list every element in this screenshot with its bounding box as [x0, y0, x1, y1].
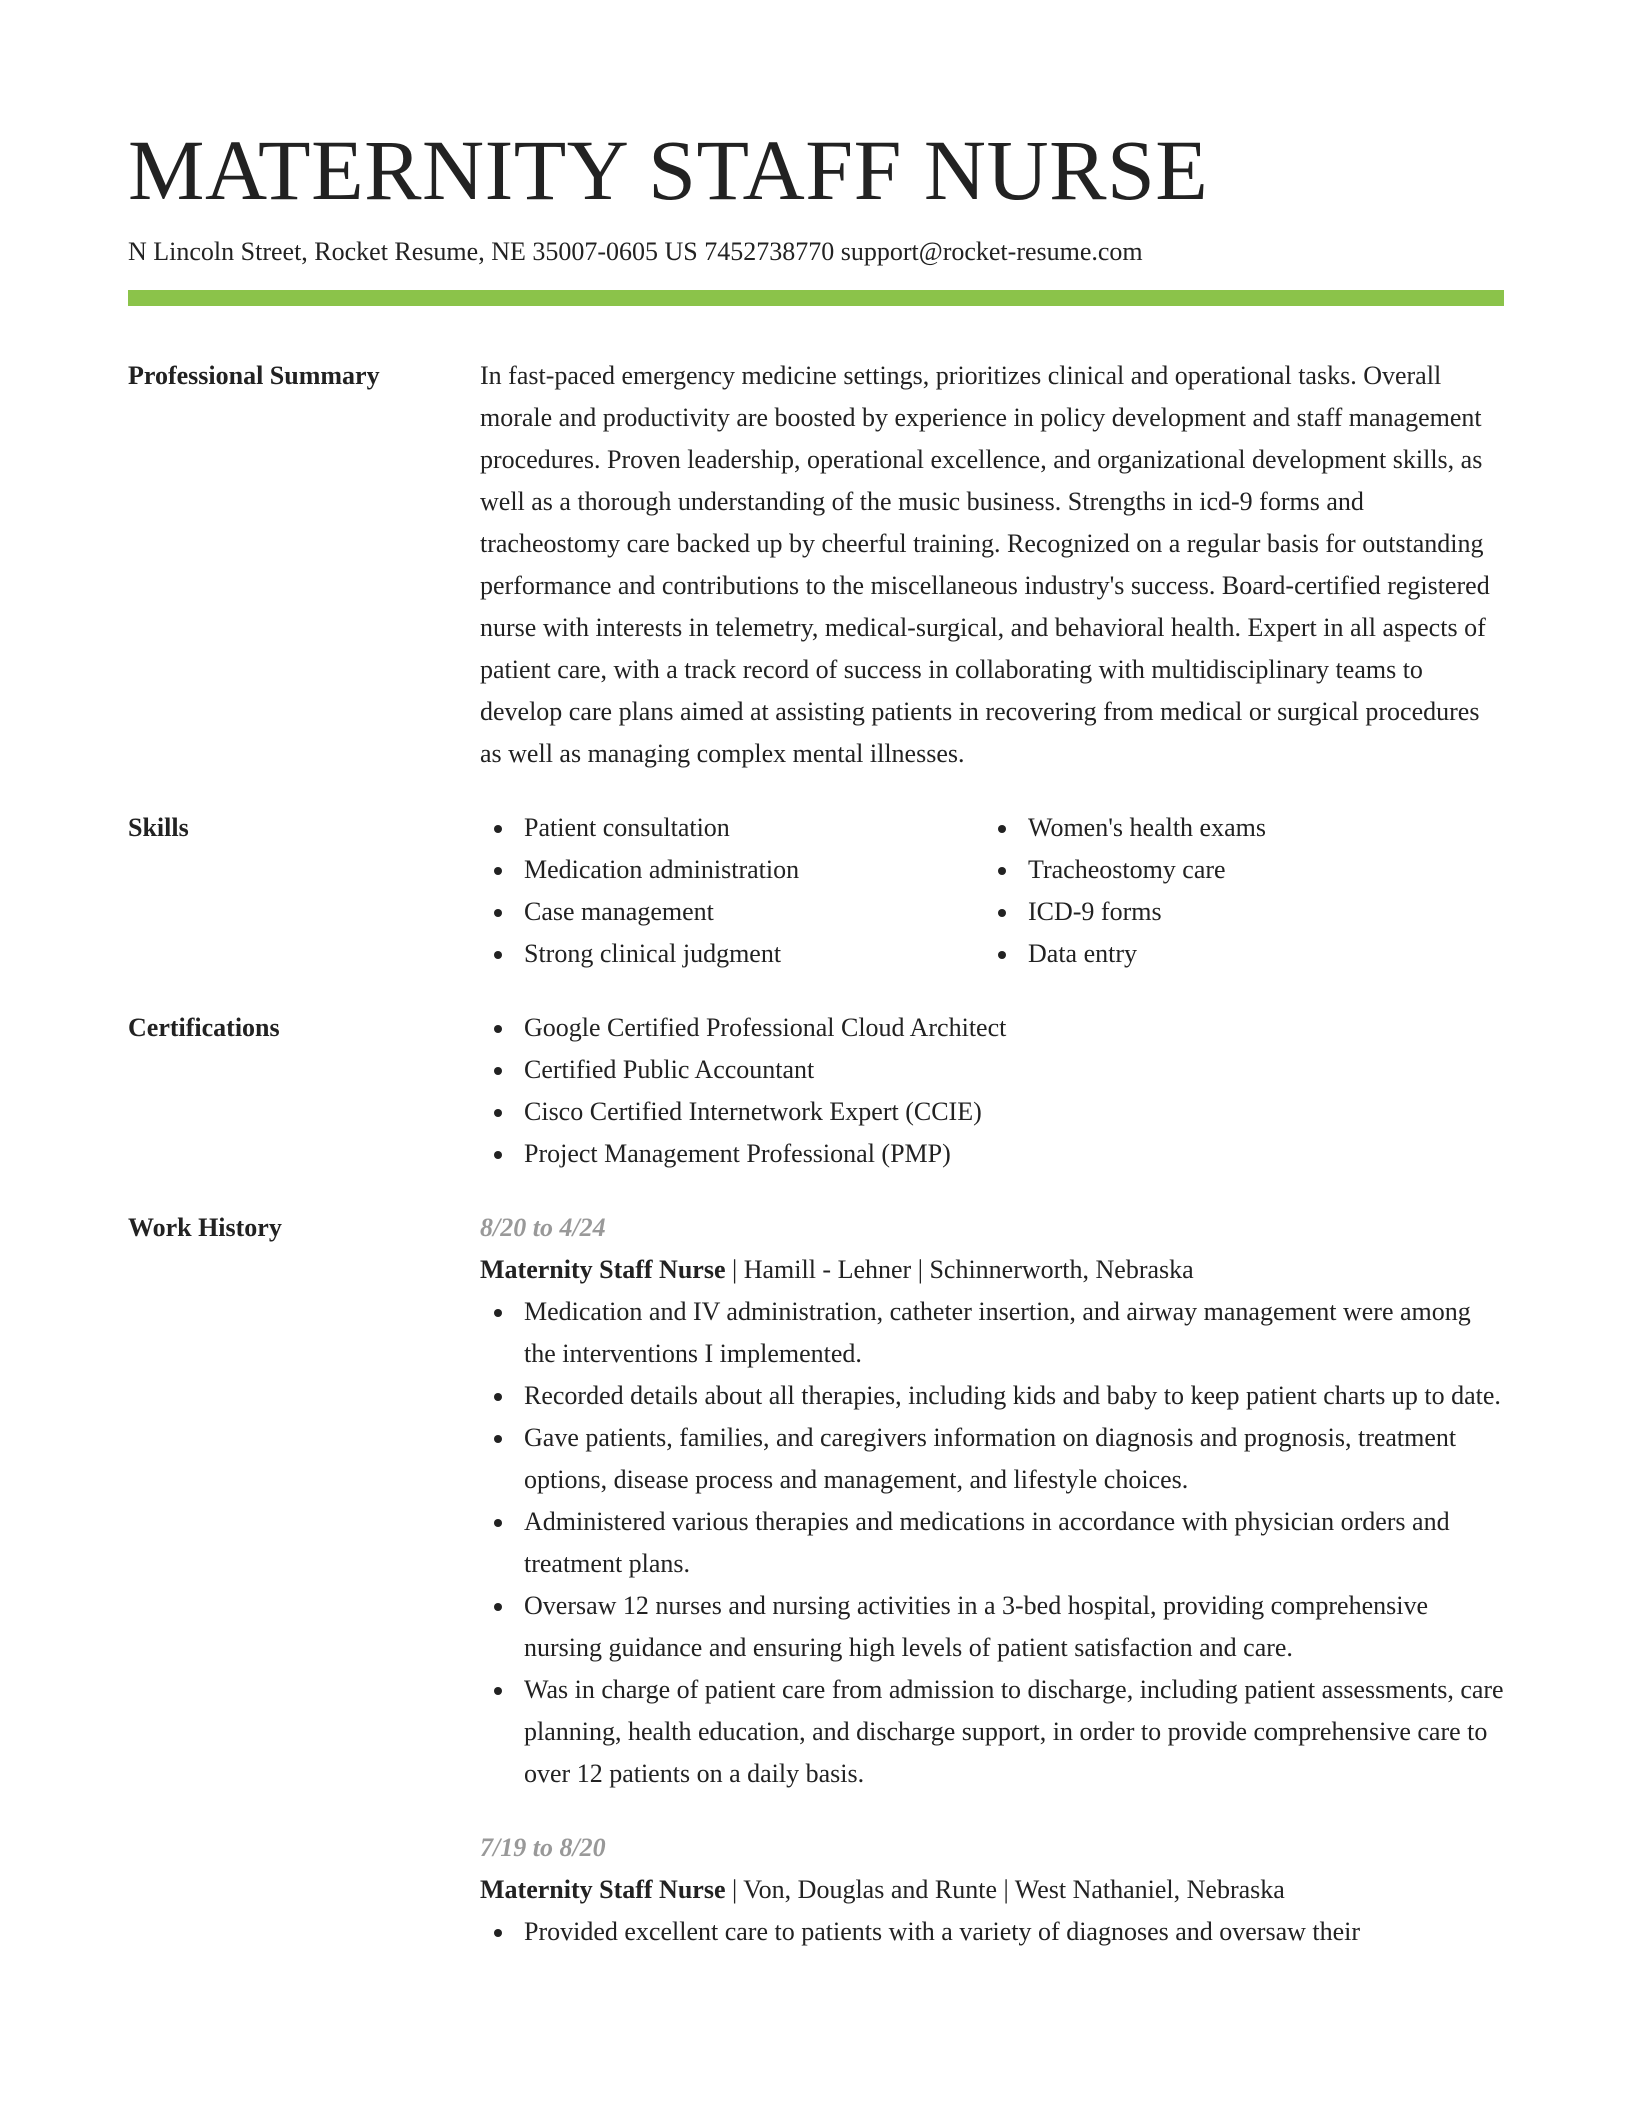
job-bullet: Was in charge of patient care from admission to discharge, including patient assessments, care planning, health education, and discharge support, in order to provide comprehensive care to over 12 patients on a daily basis.: [480, 1669, 1504, 1795]
skill-item: Tracheostomy care: [984, 849, 1488, 891]
summary-heading: Professional Summary: [128, 361, 380, 390]
skill-item: Medication administration: [480, 849, 984, 891]
skills-grid: [480, 807, 1504, 975]
job-dates: 8/20 to 4/24: [480, 1213, 606, 1242]
job-bullet: Provided excellent care to patients with a variety of diagnoses and oversaw their: [480, 1911, 1504, 1953]
job-bullet: Recorded details about all therapies, including kids and baby to keep patient charts up to date.: [480, 1375, 1504, 1417]
job-bullet: Administered various therapies and medications in accordance with physician orders and treatment plans.: [480, 1501, 1504, 1585]
resume-title: MATERNITY STAFF NURSE: [128, 122, 1209, 218]
job-separator: |: [725, 1875, 744, 1904]
job-location: West Nathaniel, Nebraska: [1014, 1875, 1285, 1904]
job-bullet: Medication and IV administration, catheter insertion, and airway management were among the interventions I implemented.: [480, 1291, 1504, 1375]
job-heading: [480, 1869, 1504, 1911]
work-history-content: [480, 1207, 1504, 1953]
job-bullet: Gave patients, families, and caregivers information on diagnosis and prognosis, treatment options, disease process and management, and lifestyle choices.: [480, 1417, 1504, 1501]
skill-item: Case management: [480, 891, 984, 933]
certification-item: Google Certified Professional Cloud Architect: [480, 1007, 1504, 1049]
contact-line: N Lincoln Street, Rocket Resume, NE 35007-0605 US 7452738770 support@rocket-resume.com: [128, 237, 1143, 266]
certification-item: Project Management Professional (PMP): [480, 1133, 1504, 1175]
skill-item: ICD-9 forms: [984, 891, 1488, 933]
skills-list-left: [480, 807, 984, 975]
summary-section: [128, 355, 1504, 775]
skill-item: Strong clinical judgment: [480, 933, 984, 975]
skills-heading: Skills: [128, 813, 189, 842]
certification-item: Certified Public Accountant: [480, 1049, 1504, 1091]
skills-list-right: [984, 807, 1488, 975]
header-divider: [128, 290, 1504, 306]
skill-item: Women's health exams: [984, 807, 1488, 849]
work-history-heading: Work History: [128, 1213, 282, 1242]
resume-page: [128, 118, 1504, 1953]
job-separator: |: [911, 1255, 930, 1284]
certifications-list: [480, 1007, 1504, 1175]
job-bullets: [480, 1911, 1504, 1953]
job-entry: [480, 1207, 1504, 1795]
job-company: Hamill - Lehner: [743, 1255, 912, 1284]
skill-item: Data entry: [984, 933, 1488, 975]
job-heading: [480, 1249, 1504, 1291]
skills-section: [128, 807, 1504, 975]
certifications-section: [128, 1007, 1504, 1175]
job-dates: 7/19 to 8/20: [480, 1833, 606, 1862]
job-separator: |: [996, 1875, 1015, 1904]
job-bullets: [480, 1291, 1504, 1795]
certification-item: Cisco Certified Internetwork Expert (CCIE): [480, 1091, 1504, 1133]
job-location: Schinnerworth, Nebraska: [929, 1255, 1194, 1284]
job-separator: |: [725, 1255, 744, 1284]
job-title: Maternity Staff Nurse: [480, 1255, 726, 1284]
summary-text: In fast-paced emergency medicine settings, prioritizes clinical and operational tasks. Overall morale and productivity are boosted by experience in policy development and staff management procedures. Proven leadership, operational excellence, and organizational development skills, as well as a thorough understanding of the music business. Strengths in icd-9 forms and tracheostomy care backed up by cheerful training. Recognized on a regular basis for outstanding performance and contributions to the miscellaneous industry's success. Board-certified registered nurse with interests in telemetry, medical-surgical, and behavioral health. Expert in all aspects of patient care, with a track record of success in collaborating with multidisciplinary teams to develop care plans aimed at assisting patients in recovering from medical or surgical procedures as well as managing complex mental illnesses.: [480, 361, 1490, 768]
work-history-section: [128, 1207, 1504, 1953]
skill-item: Patient consultation: [480, 807, 984, 849]
job-bullet: Oversaw 12 nurses and nursing activities in a 3-bed hospital, providing comprehensive nursing guidance and ensuring high levels of patient satisfaction and care.: [480, 1585, 1504, 1669]
job-title: Maternity Staff Nurse: [480, 1875, 726, 1904]
job-entry: [480, 1827, 1504, 1953]
certifications-content: [480, 1007, 1504, 1175]
skills-content: [480, 807, 1504, 975]
certifications-heading: Certifications: [128, 1013, 280, 1042]
job-company: Von, Douglas and Runte: [743, 1875, 997, 1904]
